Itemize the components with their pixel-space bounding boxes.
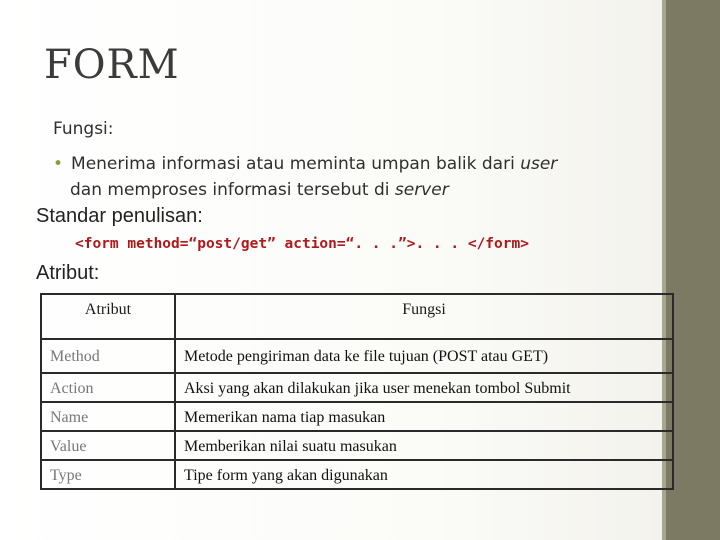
- atribut-heading: Atribut:: [36, 262, 100, 284]
- standar-heading: Standar penulisan:: [36, 205, 203, 227]
- attribute-function: Memberikan nilai suatu masukan: [176, 432, 672, 461]
- page-title: FORM: [44, 42, 180, 88]
- header-atribut: Atribut: [42, 295, 176, 340]
- table-header-row: [42, 295, 672, 340]
- attribute-table: [40, 293, 674, 490]
- bullet-text-a: Menerima informasi atau meminta umpan balik dari: [71, 154, 521, 174]
- table-row: [42, 374, 672, 403]
- bullet-item: [53, 151, 653, 203]
- attribute-name: Action: [42, 374, 176, 403]
- code-example: <form method=“post/get” action=“. . .”>. . . </form>: [75, 236, 529, 252]
- header-fungsi: Fungsi: [176, 295, 672, 340]
- attribute-function: Metode pengiriman data ke file tujuan (POST atau GET): [176, 340, 672, 374]
- sidebar-band: [666, 0, 720, 540]
- table-row: [42, 432, 672, 461]
- bullet-dot-icon: •: [53, 154, 64, 174]
- attribute-name: Name: [42, 403, 176, 432]
- table-row: [42, 340, 672, 374]
- table-row: [42, 461, 672, 488]
- bullet-em-user: user: [520, 154, 558, 174]
- attribute-name: Method: [42, 340, 176, 374]
- attribute-function: Tipe form yang akan digunakan: [184, 466, 388, 484]
- attribute-function: Memerikan nama tiap masukan: [176, 403, 672, 432]
- attribute-name: Value: [42, 432, 176, 461]
- attribute-function: Aksi yang akan dilakukan jika user menekan tombol Submit: [176, 374, 672, 403]
- bullet-em-server: server: [394, 180, 449, 200]
- attribute-name: Type: [42, 461, 176, 488]
- table-row: [42, 403, 672, 432]
- bullet-text-b: dan memproses informasi tersebut di: [70, 180, 395, 200]
- fungsi-heading: Fungsi:: [53, 119, 114, 139]
